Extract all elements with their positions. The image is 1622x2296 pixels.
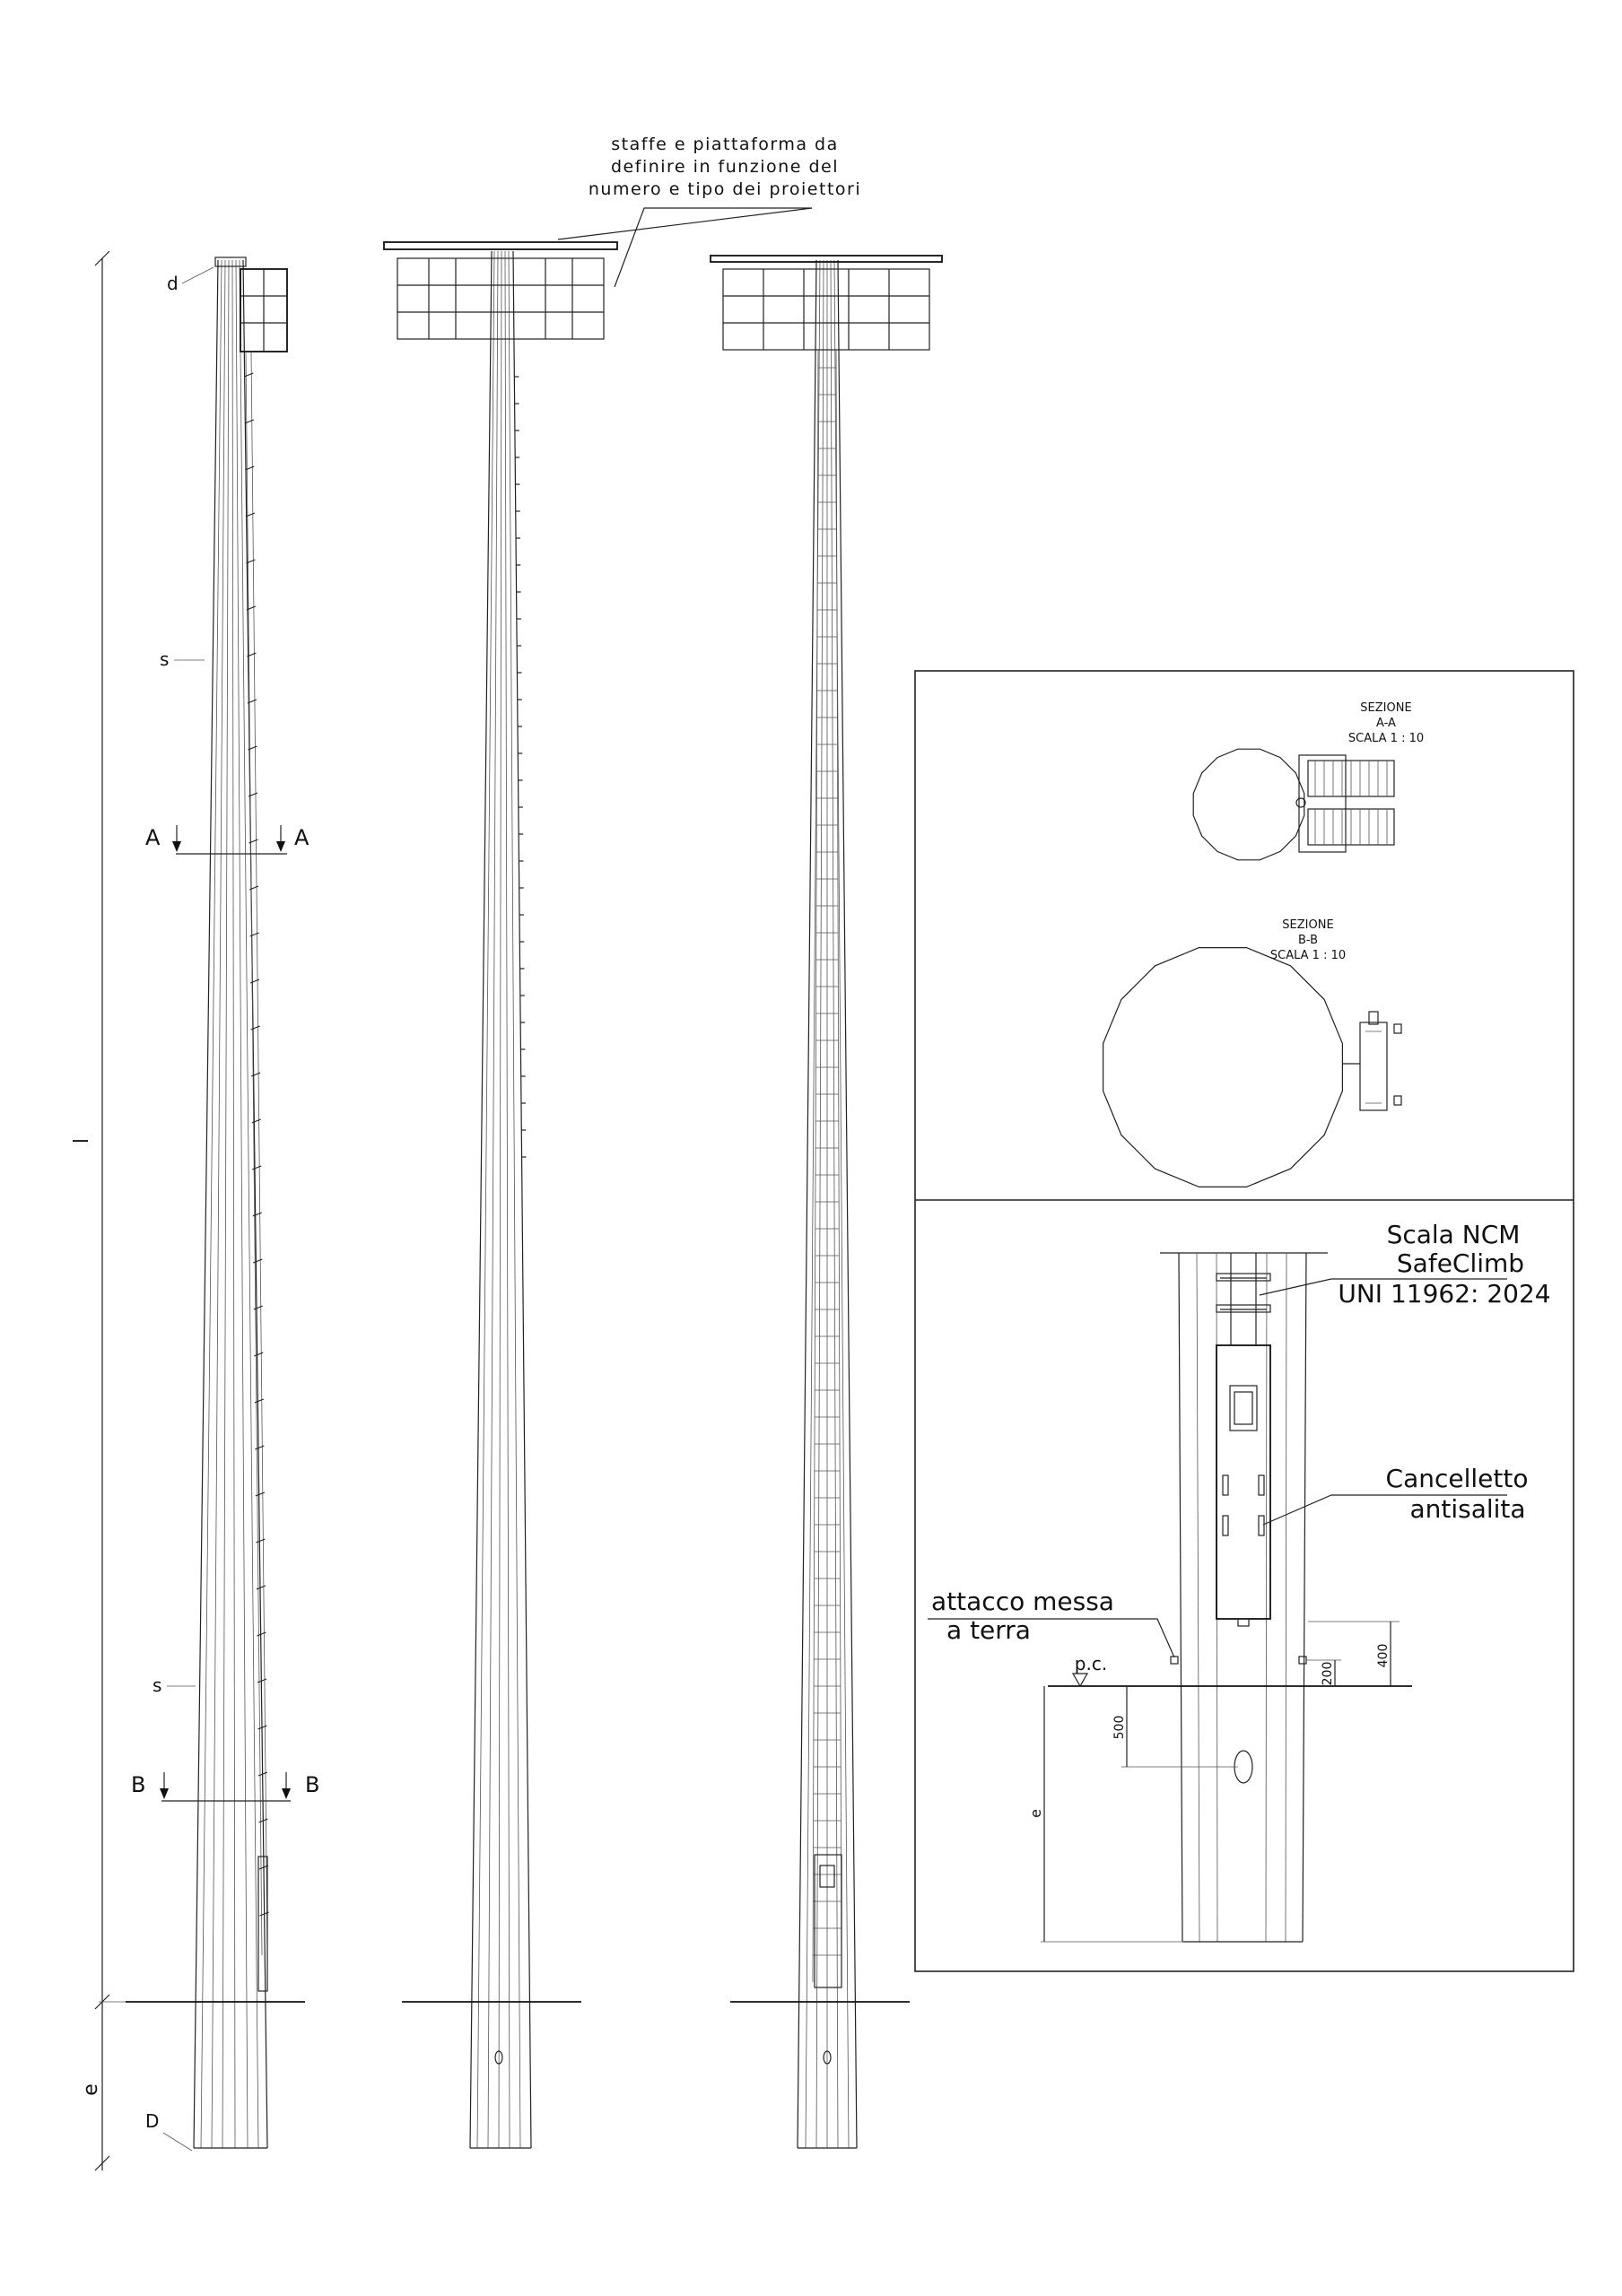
section-aa-title: SEZIONE bbox=[1360, 701, 1412, 715]
ladder-line-3: UNI 11962: 2024 bbox=[1338, 1279, 1551, 1309]
base-detail bbox=[928, 1220, 1551, 1942]
base-gate bbox=[1216, 1345, 1270, 1619]
pole-back-view bbox=[711, 256, 942, 2148]
dim-e: e bbox=[1027, 1809, 1044, 1818]
pole-front-view bbox=[384, 242, 617, 2148]
thickness-label-upper: s bbox=[160, 648, 170, 670]
note-leader-1 bbox=[558, 208, 812, 239]
note-line-3: numero e tipo dei proiettori bbox=[588, 179, 862, 199]
length-label: l bbox=[71, 1137, 93, 1144]
base-diameter-label: D bbox=[145, 2110, 160, 2132]
section-aa-scale: SCALA 1 : 10 bbox=[1347, 732, 1425, 745]
cut-b-right: B bbox=[305, 1772, 320, 1797]
gate-line-2: antisalita bbox=[1409, 1494, 1526, 1524]
ladder-line-1: Scala NCM bbox=[1386, 1220, 1521, 1249]
section-bb-code: B-B bbox=[1297, 934, 1319, 947]
embed-length-label: e bbox=[80, 2083, 102, 2096]
section-bb-title: SEZIONE bbox=[1282, 918, 1334, 932]
ladder-line-2: SafeClimb bbox=[1396, 1248, 1525, 1278]
ground-line-1: attacco messa bbox=[931, 1587, 1114, 1616]
section-bb-polygon bbox=[1103, 948, 1343, 1187]
note-line-2: definire in funzione del bbox=[611, 157, 839, 177]
dim-500: 500 bbox=[1112, 1715, 1127, 1740]
detail-panel bbox=[915, 671, 1574, 1971]
dim-400: 400 bbox=[1376, 1643, 1391, 1668]
pc-label: p.c. bbox=[1074, 1653, 1108, 1674]
top-diameter-label: d bbox=[167, 273, 179, 294]
pole-side-view bbox=[126, 257, 319, 2151]
cut-a-left: A bbox=[145, 825, 161, 850]
note-line-1: staffe e piattaforma da bbox=[611, 135, 839, 154]
overall-dimension bbox=[71, 251, 126, 2170]
dim-200: 200 bbox=[1321, 1661, 1335, 1686]
section-b-b bbox=[1103, 918, 1401, 1187]
thickness-label-lower: s bbox=[153, 1674, 162, 1696]
gate-line-1: Cancelletto bbox=[1385, 1464, 1529, 1493]
cut-b-left: B bbox=[131, 1772, 146, 1797]
cut-a-right: A bbox=[294, 825, 310, 850]
section-aa-code: A-A bbox=[1376, 717, 1396, 730]
section-aa-polygon bbox=[1193, 749, 1304, 860]
section-bb-scale: SCALA 1 : 10 bbox=[1269, 949, 1347, 962]
section-a-a bbox=[1193, 701, 1424, 860]
ground-line-2: a terra bbox=[946, 1615, 1031, 1645]
